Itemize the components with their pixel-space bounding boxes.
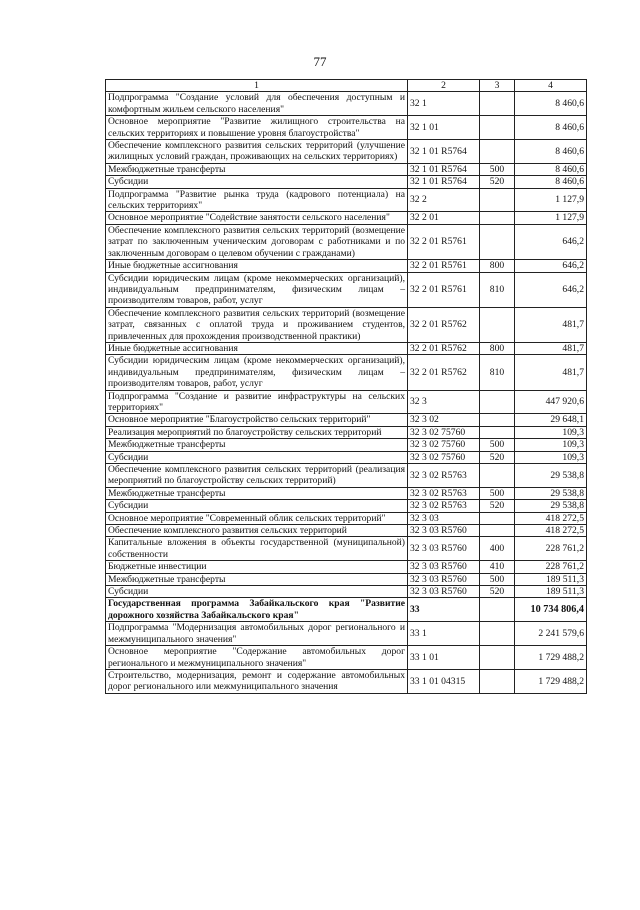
row-code-cell: 33 1 01: [408, 646, 480, 670]
row-expense-type-cell: 500: [480, 573, 515, 585]
row-expense-type-cell: 500: [480, 439, 515, 451]
row-expense-type-cell: 520: [480, 451, 515, 463]
row-expense-type-cell: 520: [480, 586, 515, 598]
row-sum-cell: 8 460,6: [515, 140, 587, 164]
row-code-cell: 32 2 01 R5761: [408, 224, 480, 259]
budget-table-body: [106, 80, 587, 694]
row-expense-type-cell: 520: [480, 176, 515, 188]
table-row: [106, 116, 587, 140]
table-row: [106, 342, 587, 354]
row-sum-cell: 1 127,9: [515, 188, 587, 212]
row-sum-cell: 8 460,6: [515, 116, 587, 140]
row-code-cell: 33 1: [408, 622, 480, 646]
row-code-cell: 32 3 02 75760: [408, 426, 480, 438]
row-expense-type-cell: [480, 622, 515, 646]
table-row: [106, 439, 587, 451]
row-name-cell: Обеспечение комплексного развития сельских территорий (возмещение затрат по заключенным ученическим договорам с работниками и по заключенным договорам о целевом обучении с гражданами): [106, 224, 408, 259]
row-sum-cell: 1 729 488,2: [515, 669, 587, 693]
row-name-cell: Строительство, модернизация, ремонт и содержание автомобильных дорог регионального или межмуниципального значения: [106, 669, 408, 693]
row-name-cell: Межбюджетные трансферты: [106, 439, 408, 451]
row-name-cell: Межбюджетные трансферты: [106, 163, 408, 175]
row-sum-cell: 109,3: [515, 426, 587, 438]
row-name-cell: Межбюджетные трансферты: [106, 573, 408, 585]
row-expense-type-cell: [480, 512, 515, 524]
row-code-cell: 32 1 01 R5764: [408, 163, 480, 175]
row-sum-cell: 8 460,6: [515, 163, 587, 175]
row-expense-type-cell: [480, 426, 515, 438]
table-row: [106, 487, 587, 499]
row-name-cell: Субсидии: [106, 586, 408, 598]
column-header-1: 1: [106, 80, 408, 92]
row-name-cell: Субсидии юридическим лицам (кроме некоммерческих организаций), индивидуальным предпринимателям, физическим лицам – производителям товаров, работ, услуг: [106, 272, 408, 307]
row-expense-type-cell: [480, 464, 515, 488]
row-expense-type-cell: 810: [480, 272, 515, 307]
table-row: [106, 176, 587, 188]
row-code-cell: 33: [408, 598, 480, 622]
row-sum-cell: 29 538,8: [515, 487, 587, 499]
row-sum-cell: 10 734 806,4: [515, 598, 587, 622]
row-code-cell: 32 3: [408, 390, 480, 414]
table-row: [106, 464, 587, 488]
row-name-cell: Основное мероприятие "Содействие занятости сельского населения": [106, 212, 408, 224]
row-sum-cell: 481,7: [515, 342, 587, 354]
row-expense-type-cell: 810: [480, 355, 515, 390]
row-sum-cell: 109,3: [515, 451, 587, 463]
row-name-cell: Основное мероприятие "Современный облик сельских территорий": [106, 512, 408, 524]
page-number: 77: [313, 54, 327, 69]
row-name-cell: Межбюджетные трансферты: [106, 487, 408, 499]
row-sum-cell: 8 460,6: [515, 176, 587, 188]
row-code-cell: 32 2 01 R5762: [408, 355, 480, 390]
row-code-cell: 32 3 02: [408, 414, 480, 426]
row-name-cell: Подпрограмма "Создание и развитие инфраструктуры на сельских территориях": [106, 390, 408, 414]
row-name-cell: Обеспечение комплексного развития сельских территорий (возмещение затрат, связанных с оплатой труда и проживанием студентов, привлеченных для прохождения производственной практики): [106, 307, 408, 342]
table-row: [106, 272, 587, 307]
row-name-cell: Субсидии: [106, 176, 408, 188]
row-name-cell: Реализация мероприятий по благоустройству сельских территорий: [106, 426, 408, 438]
row-expense-type-cell: [480, 140, 515, 164]
row-code-cell: 32 1 01 R5764: [408, 140, 480, 164]
row-sum-cell: 418 272,5: [515, 525, 587, 537]
row-expense-type-cell: [480, 390, 515, 414]
row-code-cell: 32 3 03 R5760: [408, 573, 480, 585]
row-expense-type-cell: [480, 414, 515, 426]
table-row: [106, 260, 587, 272]
row-sum-cell: 228 761,2: [515, 561, 587, 573]
row-code-cell: 32 2: [408, 188, 480, 212]
row-sum-cell: 189 511,3: [515, 586, 587, 598]
row-name-cell: Подпрограмма "Создание условий для обеспечения доступным и комфортным жильем сельского населения": [106, 92, 408, 116]
row-name-cell: Обеспечение комплексного развития сельских территорий: [106, 525, 408, 537]
row-sum-cell: 646,2: [515, 260, 587, 272]
table-row: [106, 92, 587, 116]
row-sum-cell: 8 460,6: [515, 92, 587, 116]
row-sum-cell: 189 511,3: [515, 573, 587, 585]
row-code-cell: 32 3 02 75760: [408, 439, 480, 451]
row-code-cell: 32 3 03 R5760: [408, 561, 480, 573]
row-name-cell: Иные бюджетные ассигнования: [106, 342, 408, 354]
table-row: [106, 140, 587, 164]
table-row: [106, 561, 587, 573]
row-name-cell: Субсидии: [106, 500, 408, 512]
table-row: [106, 669, 587, 693]
row-code-cell: 33 1 01 04315: [408, 669, 480, 693]
table-row: [106, 598, 587, 622]
table-row: [106, 414, 587, 426]
table-header-row: [106, 80, 587, 92]
row-sum-cell: 29 538,8: [515, 464, 587, 488]
row-sum-cell: 418 272,5: [515, 512, 587, 524]
row-code-cell: 32 3 03 R5760: [408, 525, 480, 537]
column-header-2: 2: [408, 80, 480, 92]
row-code-cell: 32 3 03 R5760: [408, 586, 480, 598]
column-header-3: 3: [480, 80, 515, 92]
row-code-cell: 32 2 01 R5762: [408, 342, 480, 354]
row-expense-type-cell: 500: [480, 163, 515, 175]
table-row: [106, 390, 587, 414]
row-sum-cell: 29 648,1: [515, 414, 587, 426]
table-row: [106, 500, 587, 512]
row-name-cell: Основное мероприятие "Благоустройство сельских территорий": [106, 414, 408, 426]
row-code-cell: 32 3 02 R5763: [408, 464, 480, 488]
row-expense-type-cell: [480, 598, 515, 622]
row-code-cell: 32 1 01: [408, 116, 480, 140]
row-sum-cell: 481,7: [515, 307, 587, 342]
row-sum-cell: 228 761,2: [515, 537, 587, 561]
row-name-cell: Обеспечение комплексного развития сельских территорий (улучшение жилищных условий граждан, проживающих на сельских территориях): [106, 140, 408, 164]
table-row: [106, 355, 587, 390]
table-row: [106, 188, 587, 212]
row-code-cell: 32 3 02 75760: [408, 451, 480, 463]
row-expense-type-cell: [480, 525, 515, 537]
row-expense-type-cell: 410: [480, 561, 515, 573]
row-code-cell: 32 3 03 R5760: [408, 537, 480, 561]
row-name-cell: Обеспечение комплексного развития сельских территорий (реализация мероприятий по благоустройству сельских территорий): [106, 464, 408, 488]
table-row: [106, 525, 587, 537]
row-sum-cell: 109,3: [515, 439, 587, 451]
row-expense-type-cell: [480, 92, 515, 116]
column-header-4: 4: [515, 80, 587, 92]
table-row: [106, 451, 587, 463]
row-name-cell: Бюджетные инвестиции: [106, 561, 408, 573]
row-sum-cell: 646,2: [515, 224, 587, 259]
row-code-cell: 32 1 01 R5764: [408, 176, 480, 188]
row-expense-type-cell: 400: [480, 537, 515, 561]
table-row: [106, 646, 587, 670]
table-row: [106, 163, 587, 175]
table-row: [106, 622, 587, 646]
row-name-cell: Капитальные вложения в объекты государственной (муниципальной) собственности: [106, 537, 408, 561]
row-code-cell: 32 2 01 R5761: [408, 260, 480, 272]
table-row: [106, 537, 587, 561]
row-name-cell: Иные бюджетные ассигнования: [106, 260, 408, 272]
row-sum-cell: 481,7: [515, 355, 587, 390]
row-name-cell: Подпрограмма "Модернизация автомобильных дорог регионального и межмуниципального значения": [106, 622, 408, 646]
table-row: [106, 512, 587, 524]
row-expense-type-cell: 800: [480, 342, 515, 354]
table-row: [106, 224, 587, 259]
row-name-cell: Государственная программа Забайкальского края "Развитие дорожного хозяйства Забайкальского края": [106, 598, 408, 622]
row-code-cell: 32 3 03: [408, 512, 480, 524]
row-expense-type-cell: [480, 307, 515, 342]
row-expense-type-cell: 500: [480, 487, 515, 499]
table-row: [106, 586, 587, 598]
row-expense-type-cell: 520: [480, 500, 515, 512]
row-expense-type-cell: [480, 212, 515, 224]
budget-table: [105, 79, 587, 694]
table-row: [106, 573, 587, 585]
row-expense-type-cell: [480, 224, 515, 259]
row-name-cell: Субсидии юридическим лицам (кроме некоммерческих организаций), индивидуальным предпринимателям, физическим лицам – производителям товаров, работ, услуг: [106, 355, 408, 390]
row-expense-type-cell: [480, 188, 515, 212]
row-expense-type-cell: [480, 116, 515, 140]
row-sum-cell: 447 920,6: [515, 390, 587, 414]
row-code-cell: 32 2 01 R5761: [408, 272, 480, 307]
table-row: [106, 307, 587, 342]
row-code-cell: 32 3 02 R5763: [408, 487, 480, 499]
row-name-cell: Основное мероприятие "Развитие жилищного строительства на сельских территориях и повышение уровня благоустройства": [106, 116, 408, 140]
row-code-cell: 32 2 01 R5762: [408, 307, 480, 342]
row-name-cell: Подпрограмма "Развитие рынка труда (кадрового потенциала) на сельских территориях": [106, 188, 408, 212]
row-sum-cell: 1 729 488,2: [515, 646, 587, 670]
row-expense-type-cell: [480, 646, 515, 670]
row-expense-type-cell: 800: [480, 260, 515, 272]
row-code-cell: 32 1: [408, 92, 480, 116]
table-row: [106, 426, 587, 438]
row-sum-cell: 2 241 579,6: [515, 622, 587, 646]
row-expense-type-cell: [480, 669, 515, 693]
row-name-cell: Субсидии: [106, 451, 408, 463]
row-name-cell: Основное мероприятие "Содержание автомобильных дорог регионального и межмуниципального значения": [106, 646, 408, 670]
row-sum-cell: 1 127,9: [515, 212, 587, 224]
row-code-cell: 32 2 01: [408, 212, 480, 224]
row-sum-cell: 29 538,8: [515, 500, 587, 512]
table-row: [106, 212, 587, 224]
row-sum-cell: 646,2: [515, 272, 587, 307]
row-code-cell: 32 3 02 R5763: [408, 500, 480, 512]
